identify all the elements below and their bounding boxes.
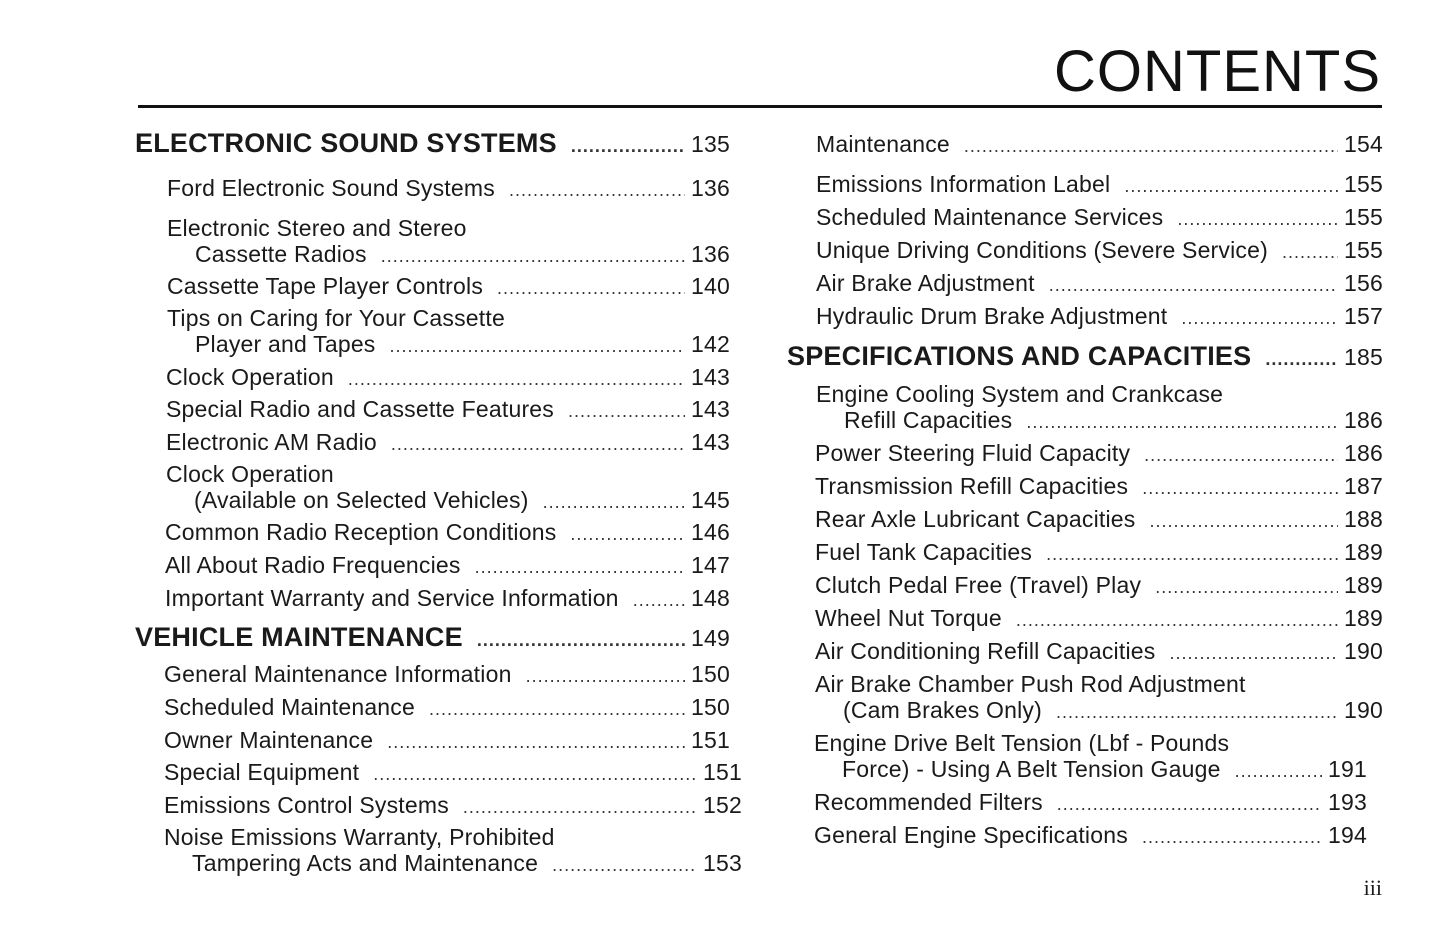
page-number: 189 — [1344, 572, 1383, 598]
page-number: 135 — [691, 131, 730, 157]
toc-section-electronic-sound-systems[interactable]: ELECTRONIC SOUND SYSTEMS ..... 135 — [135, 130, 730, 159]
toc-entry[interactable]: Important Warranty and Service Information ..... 148 — [165, 585, 730, 613]
page-number: 194 — [1328, 822, 1367, 848]
page-number: 149 — [691, 625, 730, 651]
toc-entry[interactable]: Power Steering Fluid Capacity ..... 186 — [815, 440, 1383, 468]
toc-entry[interactable]: Engine Cooling System and Crankcase Refill Capacities ..... 186 — [816, 381, 1383, 435]
toc-entry[interactable]: Emissions Information Label ..... 155 — [816, 171, 1383, 199]
toc-entry[interactable]: Air Brake Adjustment ..... 156 — [816, 270, 1383, 298]
page-number: 136 — [691, 241, 730, 267]
page-number: 186 — [1344, 407, 1383, 433]
toc-entry[interactable]: Common Radio Reception Conditions ..... 146 — [165, 519, 730, 547]
page-number: 155 — [1344, 204, 1383, 230]
page-number: 142 — [691, 331, 730, 357]
page-number: 189 — [1344, 539, 1383, 565]
page-number: 150 — [691, 694, 730, 720]
page-number: 188 — [1344, 506, 1383, 532]
toc-entry[interactable]: Hydraulic Drum Brake Adjustment ..... 157 — [816, 303, 1383, 331]
page-folio: iii — [1363, 875, 1382, 900]
toc-entry[interactable]: Scheduled Maintenance Services ..... 155 — [816, 204, 1383, 232]
page-number: 186 — [1344, 440, 1383, 466]
page-number: 193 — [1328, 789, 1367, 815]
toc-entry[interactable]: Fuel Tank Capacities ..... 189 — [815, 539, 1383, 567]
page-number: 187 — [1344, 473, 1383, 499]
page-number: 151 — [691, 727, 730, 753]
page-number: 147 — [691, 552, 730, 578]
toc-entry[interactable]: Tips on Caring for Your Cassette Player and Tapes ..... 142 — [167, 305, 730, 359]
toc-entry[interactable]: Clock Operation ..... 143 — [166, 364, 730, 392]
toc-entry[interactable]: Engine Drive Belt Tension (Lbf - Pounds Force) - Using A Belt Tension Gauge ..... 191 — [814, 730, 1367, 784]
toc-section-vehicle-maintenance[interactable]: VEHICLE MAINTENANCE ..... 149 — [135, 624, 730, 653]
page-number: 136 — [691, 175, 730, 201]
toc-entry[interactable]: Owner Maintenance ..... 151 — [164, 727, 730, 755]
toc-entry[interactable]: Transmission Refill Capacities ..... 187 — [815, 473, 1383, 501]
toc-entry[interactable]: Special Equipment ..... 151 — [164, 759, 742, 787]
toc-entry[interactable]: Emissions Control Systems ..... 152 — [164, 792, 742, 820]
toc-entry[interactable]: Unique Driving Conditions (Severe Service) ..... 155 — [816, 237, 1383, 265]
toc-entry[interactable]: Electronic Stereo and Stereo Cassette Radios ..... 136 — [167, 215, 730, 269]
page-number: 140 — [691, 273, 730, 299]
toc-entry[interactable]: Noise Emissions Warranty, Prohibited Tampering Acts and Maintenance ..... 153 — [164, 824, 742, 878]
page-title: CONTENTS — [1054, 39, 1381, 104]
page-number: 143 — [691, 396, 730, 422]
page-number: 148 — [691, 585, 730, 611]
page-number: 189 — [1344, 605, 1383, 631]
page-number: 151 — [703, 759, 742, 785]
toc-entry[interactable]: Cassette Tape Player Controls ..... 140 — [167, 273, 730, 301]
page-number: 143 — [691, 364, 730, 390]
page-number: 143 — [691, 429, 730, 455]
toc-entry[interactable]: Scheduled Maintenance ..... 150 — [164, 694, 730, 722]
toc-entry[interactable]: Special Radio and Cassette Features ..... 143 — [166, 396, 730, 424]
toc-entry[interactable]: General Maintenance Information ..... 150 — [164, 661, 730, 689]
toc-entry[interactable]: Recommended Filters ..... 193 — [814, 789, 1367, 817]
page-number: 145 — [691, 487, 730, 513]
page-number: 150 — [691, 661, 730, 687]
page-number: 154 — [1344, 131, 1383, 157]
page-number: 185 — [1344, 344, 1383, 370]
toc-entry[interactable]: Rear Axle Lubricant Capacities ..... 188 — [815, 506, 1383, 534]
toc-entry[interactable]: Ford Electronic Sound Systems ..... 136 — [167, 175, 730, 203]
page-number: 155 — [1344, 237, 1383, 263]
page-number: 190 — [1344, 697, 1383, 723]
toc-entry[interactable]: Clutch Pedal Free (Travel) Play ..... 189 — [815, 572, 1383, 600]
toc-entry[interactable]: Wheel Nut Torque ..... 189 — [815, 605, 1383, 633]
page-number: 155 — [1344, 171, 1383, 197]
page-number: 157 — [1344, 303, 1383, 329]
toc-entry[interactable]: Maintenance ..... 154 — [816, 131, 1383, 159]
toc-entry[interactable]: Electronic AM Radio ..... 143 — [166, 429, 730, 457]
page-number: 152 — [703, 792, 742, 818]
page-number: 191 — [1328, 756, 1367, 782]
page-number: 190 — [1344, 638, 1383, 664]
toc-entry[interactable]: Air Brake Chamber Push Rod Adjustment (Cam Brakes Only) ..... 190 — [815, 671, 1383, 725]
page-number: 156 — [1344, 270, 1383, 296]
toc-entry[interactable]: Air Conditioning Refill Capacities ..... 190 — [815, 638, 1383, 666]
toc-entry[interactable]: Clock Operation (Available on Selected Vehicles) ..... 145 — [166, 461, 730, 515]
page-number: 146 — [691, 519, 730, 545]
title-rule — [138, 105, 1382, 108]
page-number: 153 — [703, 850, 742, 876]
toc-entry[interactable]: All About Radio Frequencies ..... 147 — [165, 552, 730, 580]
toc-entry[interactable]: General Engine Specifications ..... 194 — [814, 822, 1367, 850]
toc-section-specifications-and-capacities[interactable]: SPECIFICATIONS AND CAPACITIES ..... 185 — [787, 343, 1383, 372]
